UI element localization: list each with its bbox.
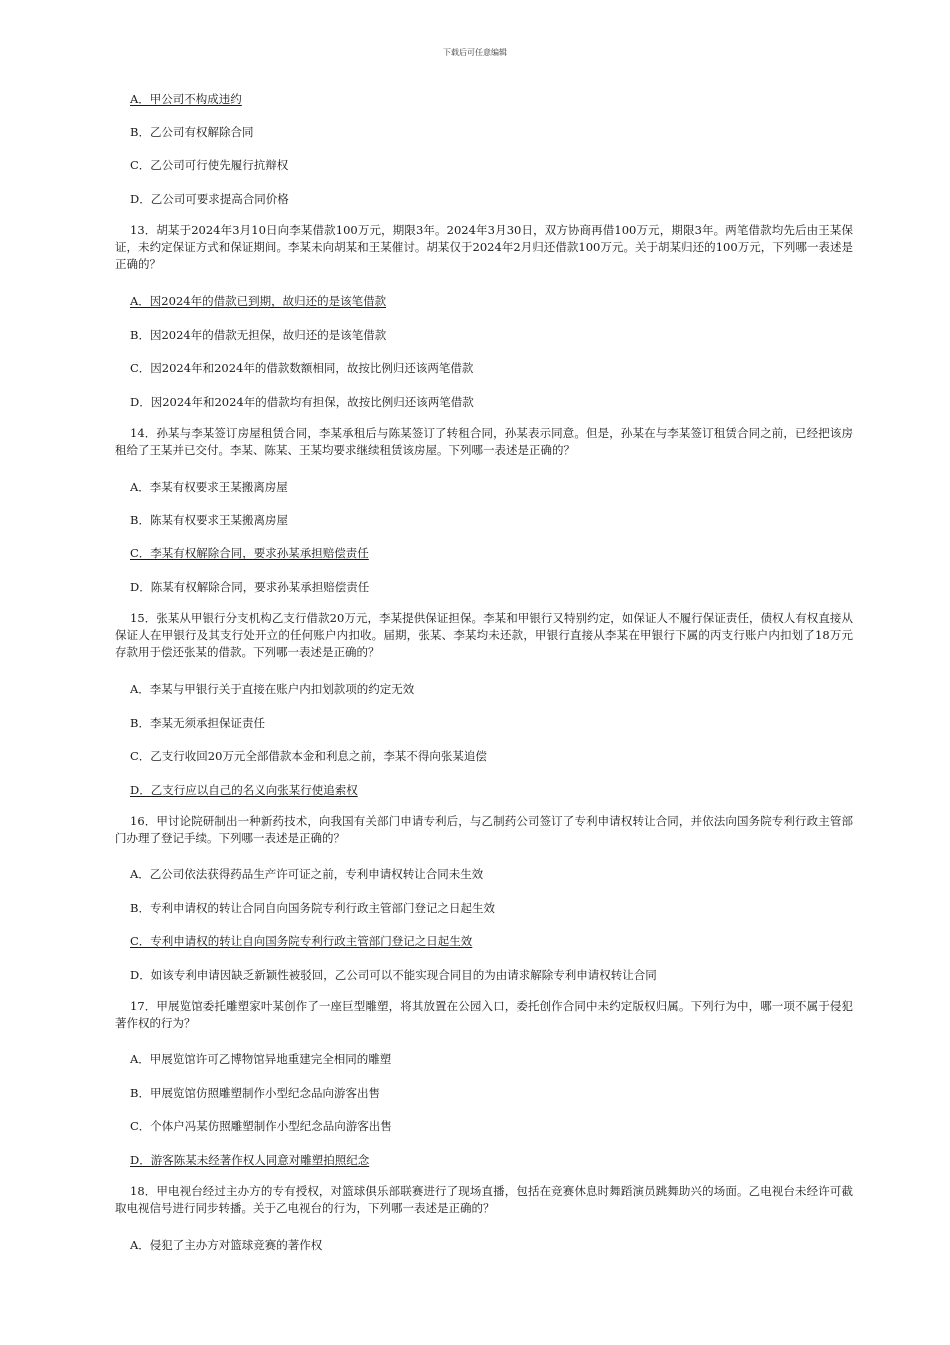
question-16: 16．甲讨论院研制出一种新药技术，向我国有关部门申请专利后，与乙制药公司签订了专利申请权转让合同，并依法向国务院专利行政主管部门办理了登记手续。下列哪一表述是正确的？ <box>115 814 853 845</box>
option-a: A．李某与甲银行关于直接在账户内扣划款项的约定无效 <box>130 682 415 696</box>
option-d: D．如该专利申请因缺乏新颖性被驳回，乙公司可以不能实现合同目的为由请求解除专利申请权转让合同 <box>130 968 657 982</box>
option-d: D．因2024年和2024年的借款均有担保，故按比例归还该两笔借款 <box>130 395 474 409</box>
question-18: 18．甲电视台经过主办方的专有授权，对篮球俱乐部联赛进行了现场直播，包括在竞赛休息时舞蹈演员跳舞助兴的场面。乙电视台未经许可截取电视信号进行同步转播。关于乙电视台的行为，下列哪一表述是正确的？ <box>115 1184 853 1215</box>
option-a: A．甲公司不构成违约 <box>130 92 242 106</box>
option-b: B．因2024年的借款无担保，故归还的是该笔借款 <box>130 328 387 342</box>
option-b: B．李某无须承担保证责任 <box>130 716 265 730</box>
question-14: 14．孙某与李某签订房屋租赁合同，李某承租后与陈某签订了转租合同，孙某表示同意。但是，孙某在与李某签订租赁合同之前，已经把该房租给了王某并已交付。李某、陈某、王某均要求继续租赁该房屋。下列哪一表述是正确的？ <box>115 426 853 457</box>
option-d: D．乙公司可要求提高合同价格 <box>130 192 289 206</box>
option-a: A．乙公司依法获得药品生产许可证之前，专利申请权转让合同未生效 <box>130 867 484 881</box>
option-c: C．乙公司可行使先履行抗辩权 <box>130 158 289 172</box>
option-a: A．李某有权要求王某搬离房屋 <box>130 480 288 494</box>
option-d: D．乙支行应以自己的名义向张某行使追索权 <box>130 783 358 797</box>
option-b: B．专利申请权的转让合同自向国务院专利行政主管部门登记之日起生效 <box>130 901 495 915</box>
option-a: A．侵犯了主办方对篮球竞赛的著作权 <box>130 1238 323 1252</box>
option-a: A．甲展览馆许可乙博物馆异地重建完全相同的雕塑 <box>130 1052 392 1066</box>
option-b: B．乙公司有权解除合同 <box>130 125 254 139</box>
page-header: 下载后可任意编辑 <box>443 48 507 57</box>
option-d: D．陈某有权解除合同，要求孙某承担赔偿责任 <box>130 580 370 594</box>
option-c: C．专利申请权的转让自向国务院专利行政主管部门登记之日起生效 <box>130 934 473 948</box>
option-c: C．因2024年和2024年的借款数额相同，故按比例归还该两笔借款 <box>130 361 474 375</box>
option-c: C．个体户冯某仿照雕塑制作小型纪念品向游客出售 <box>130 1119 392 1133</box>
option-b: B．陈某有权要求王某搬离房屋 <box>130 513 288 527</box>
option-c: C．李某有权解除合同，要求孙某承担赔偿责任 <box>130 546 369 560</box>
option-d: D．游客陈某未经著作权人同意对雕塑拍照纪念 <box>130 1153 370 1167</box>
question-13: 13．胡某于2024年3月10日向李某借款100万元，期限3年。2024年3月30日，双方协商再借100万元，期限3年。两笔借款均先后由王某保证，未约定保证方式和保证期间。李某未向胡某和王某催讨。胡某仅于2024年2月归还借款100万元。关于胡某归还的100万元，下列哪一表述是正确的？ <box>115 223 853 271</box>
question-17: 17．甲展览馆委托雕塑家叶某创作了一座巨型雕塑，将其放置在公园入口，委托创作合同中未约定版权归属。下列行为中，哪一项不属于侵犯著作权的行为？ <box>115 999 853 1030</box>
option-a: A．因2024年的借款已到期，故归还的是该笔借款 <box>130 294 387 308</box>
option-b: B．甲展览馆仿照雕塑制作小型纪念品向游客出售 <box>130 1086 380 1100</box>
question-15: 15．张某从甲银行分支机构乙支行借款20万元，李某提供保证担保。李某和甲银行又特别约定，如保证人不履行保证责任，债权人有权直接从保证人在甲银行及其支行处开立的任何账户内扣收。届期，张某、李某均未还款，甲银行直接从李某在甲银行下属的丙支行账户内扣划了18万元存款用于偿还张某的借款。下列哪一表述是正确的？ <box>115 611 853 659</box>
option-c: C．乙支行收回20万元全部借款本金和利息之前，李某不得向张某追偿 <box>130 749 487 763</box>
